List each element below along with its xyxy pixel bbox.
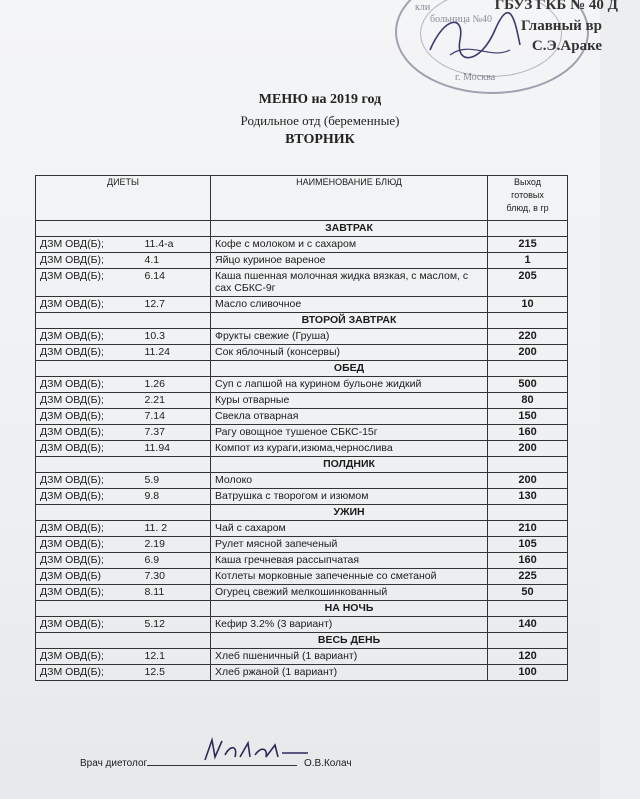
section-title: ЗАВТРАК <box>211 221 488 237</box>
diet-cell: ДЗМ ОВД(Б); <box>36 393 141 409</box>
dish-cell: Каша пшенная молочная жидка вязкая, с маслом, с сах СБКС-9г <box>211 269 488 297</box>
section-title: УЖИН <box>211 505 488 521</box>
diet-cell: ДЗМ ОВД(Б); <box>36 329 141 345</box>
code-cell: 4.1 <box>141 253 211 269</box>
table-row <box>36 329 568 345</box>
dish-cell: Котлеты морковные запеченные со сметаной <box>211 569 488 585</box>
yield-cell: 225 <box>488 569 568 585</box>
section-spacer <box>488 313 568 329</box>
section-spacer <box>488 505 568 521</box>
table-row <box>36 521 568 537</box>
code-cell: 11.24 <box>141 345 211 361</box>
table-row <box>36 665 568 681</box>
code-cell: 2.19 <box>141 537 211 553</box>
table-row <box>36 409 568 425</box>
dish-cell: Каша гречневая рассыпчатая <box>211 553 488 569</box>
yield-cell: 200 <box>488 441 568 457</box>
code-cell: 11.94 <box>141 441 211 457</box>
code-cell: 1.26 <box>141 377 211 393</box>
yield-cell: 10 <box>488 297 568 313</box>
dish-cell: Компот из кураги,изюма,чернослива <box>211 441 488 457</box>
yield-cell: 130 <box>488 489 568 505</box>
yield-cell: 200 <box>488 473 568 489</box>
table-row <box>36 269 568 297</box>
code-cell: 6.9 <box>141 553 211 569</box>
yield-cell: 160 <box>488 553 568 569</box>
table-row <box>36 617 568 633</box>
diet-cell: ДЗМ ОВД(Б); <box>36 489 141 505</box>
table-row <box>36 377 568 393</box>
yield-cell: 210 <box>488 521 568 537</box>
section-title: НА НОЧЬ <box>211 601 488 617</box>
section-spacer <box>36 457 211 473</box>
dish-cell: Масло сливочное <box>211 297 488 313</box>
yield-cell: 80 <box>488 393 568 409</box>
dish-cell: Кефир 3.2% (3 вариант) <box>211 617 488 633</box>
diet-cell: ДЗМ ОВД(Б); <box>36 585 141 601</box>
approval-name: С.Э.Араке <box>531 38 602 54</box>
code-cell: 2.21 <box>141 393 211 409</box>
code-cell: 5.9 <box>141 473 211 489</box>
column-header-yield-line: Выход <box>514 177 541 187</box>
dish-cell: Ватрушка с творогом и изюмом <box>211 489 488 505</box>
section-row <box>36 457 568 473</box>
section-spacer <box>36 221 211 237</box>
yield-cell: 500 <box>488 377 568 393</box>
table-row <box>36 441 568 457</box>
menu-body <box>36 221 568 681</box>
yield-cell: 205 <box>488 269 568 297</box>
yield-cell: 100 <box>488 665 568 681</box>
diet-cell: ДЗМ ОВД(Б); <box>36 425 141 441</box>
diet-cell: ДЗМ ОВД(Б); <box>36 377 141 393</box>
dish-cell: Фрукты свежие (Груша) <box>211 329 488 345</box>
weekday-title: ВТОРНИК <box>285 132 355 147</box>
approval-signature <box>420 10 530 70</box>
table-row <box>36 649 568 665</box>
diet-cell: ДЗМ ОВД(Б); <box>36 665 141 681</box>
stamp-text: больница №40 <box>430 14 493 25</box>
dish-cell: Куры отварные <box>211 393 488 409</box>
yield-cell: 160 <box>488 425 568 441</box>
section-title: ОБЕД <box>211 361 488 377</box>
dish-cell: Чай с сахаром <box>211 521 488 537</box>
dietitian-name: О.В.Колач <box>303 758 352 769</box>
dish-cell: Рагу овощное тушеное СБКС-15г <box>211 425 488 441</box>
diet-cell: ДЗМ ОВД(Б); <box>36 649 141 665</box>
table-row <box>36 297 568 313</box>
dish-cell: Сок яблочный (консервы) <box>211 345 488 361</box>
diet-cell: ДЗМ ОВД(Б); <box>36 553 141 569</box>
diet-cell: ДЗМ ОВД(Б); <box>36 521 141 537</box>
stamp-text: г. Москва <box>455 72 496 83</box>
section-row <box>36 633 568 649</box>
dietitian-signature <box>200 735 310 767</box>
code-cell: 11.4-а <box>141 237 211 253</box>
section-title: ВЕСЬ ДЕНЬ <box>211 633 488 649</box>
menu-title: МЕНЮ на 2019 год <box>258 92 382 107</box>
section-title: ПОЛДНИК <box>211 457 488 473</box>
dish-cell: Хлеб ржаной (1 вариант) <box>211 665 488 681</box>
yield-cell: 120 <box>488 649 568 665</box>
table-row <box>36 569 568 585</box>
diet-cell: ДЗМ ОВД(Б); <box>36 253 141 269</box>
section-spacer <box>488 221 568 237</box>
yield-cell: 200 <box>488 345 568 361</box>
section-spacer <box>488 361 568 377</box>
yield-cell: 50 <box>488 585 568 601</box>
dish-cell: Молоко <box>211 473 488 489</box>
code-cell: 12.7 <box>141 297 211 313</box>
menu-table <box>35 175 568 681</box>
table-row <box>36 345 568 361</box>
code-cell: 5.12 <box>141 617 211 633</box>
code-cell: 8.11 <box>141 585 211 601</box>
yield-cell: 105 <box>488 537 568 553</box>
section-spacer <box>36 633 211 649</box>
table-header-row <box>36 176 568 221</box>
table-row <box>36 489 568 505</box>
section-spacer <box>36 505 211 521</box>
table-row <box>36 253 568 269</box>
code-cell: 6.14 <box>141 269 211 297</box>
table-row <box>36 473 568 489</box>
yield-cell: 1 <box>488 253 568 269</box>
section-row <box>36 505 568 521</box>
section-title: ВТОРОЙ ЗАВТРАК <box>211 313 488 329</box>
yield-cell: 140 <box>488 617 568 633</box>
dietitian-label: Врач диетолог <box>80 758 148 769</box>
section-row <box>36 601 568 617</box>
yield-cell: 150 <box>488 409 568 425</box>
code-cell: 7.14 <box>141 409 211 425</box>
section-spacer <box>488 601 568 617</box>
section-spacer <box>488 457 568 473</box>
table-row <box>36 553 568 569</box>
column-header-diets: ДИЕТЫ <box>36 176 211 221</box>
stamp-text: кли <box>415 2 431 13</box>
dish-cell: Свекла отварная <box>211 409 488 425</box>
section-spacer <box>36 361 211 377</box>
section-spacer <box>488 633 568 649</box>
diet-cell: ДЗМ ОВД(Б); <box>36 237 141 253</box>
code-cell: 10.3 <box>141 329 211 345</box>
section-row <box>36 221 568 237</box>
section-spacer <box>36 601 211 617</box>
diet-cell: ДЗМ ОВД(Б); <box>36 297 141 313</box>
diet-cell: ДЗМ ОВД(Б); <box>36 473 141 489</box>
yield-cell: 220 <box>488 329 568 345</box>
column-header-yield <box>488 176 568 221</box>
table-row <box>36 393 568 409</box>
diet-cell: ДЗМ ОВД(Б); <box>36 269 141 297</box>
approval-org: ГБУЗ ГКБ № 40 Д <box>494 0 618 13</box>
code-cell: 9.8 <box>141 489 211 505</box>
dish-cell: Рулет мясной запеченый <box>211 537 488 553</box>
department-title: Родильное отд (беременные) <box>240 113 400 128</box>
dish-cell: Хлеб пшеничный (1 вариант) <box>211 649 488 665</box>
column-header-yield-line: готовых <box>511 190 544 200</box>
code-cell: 7.37 <box>141 425 211 441</box>
diet-cell: ДЗМ ОВД(Б); <box>36 409 141 425</box>
code-cell: 11. 2 <box>141 521 211 537</box>
diet-cell: ДЗМ ОВД(Б); <box>36 537 141 553</box>
section-spacer <box>36 313 211 329</box>
yield-cell: 215 <box>488 237 568 253</box>
dish-cell: Кофе с молоком и с сахаром <box>211 237 488 253</box>
code-cell: 12.1 <box>141 649 211 665</box>
approval-role: Главный вр <box>520 18 602 34</box>
section-row <box>36 313 568 329</box>
table-row <box>36 537 568 553</box>
diet-cell: ДЗМ ОВД(Б); <box>36 345 141 361</box>
column-header-yield-line: блюд, в гр <box>506 203 549 213</box>
code-cell: 7.30 <box>141 569 211 585</box>
diet-cell: ДЗМ ОВД(Б); <box>36 441 141 457</box>
dish-cell: Яйцо куриное вареное <box>211 253 488 269</box>
section-row <box>36 361 568 377</box>
column-header-dish: НАИМЕНОВАНИЕ БЛЮД <box>211 176 488 221</box>
diet-cell: ДЗМ ОВД(Б); <box>36 617 141 633</box>
table-row <box>36 585 568 601</box>
dish-cell: Огурец свежий мелкошинкованный <box>211 585 488 601</box>
dish-cell: Суп с лапшой на курином бульоне жидкий <box>211 377 488 393</box>
table-row <box>36 425 568 441</box>
table-row <box>36 237 568 253</box>
code-cell: 12.5 <box>141 665 211 681</box>
diet-cell: ДЗМ ОВД(Б) <box>36 569 141 585</box>
